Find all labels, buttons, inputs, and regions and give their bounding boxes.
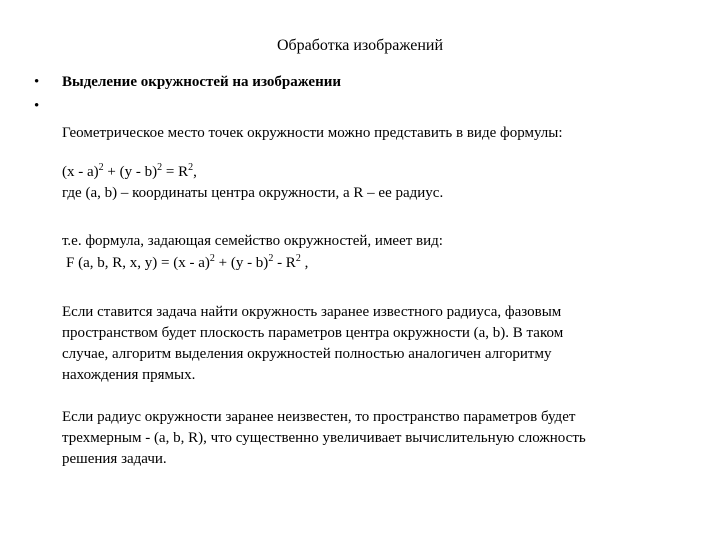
formula2-part3: - R [273, 255, 296, 271]
formula2-exp3: 2 [295, 253, 301, 264]
formula1-part1: (x - a) [62, 164, 99, 180]
formula2-part1: F (a, b, R, x, y) = (x - a) [66, 255, 210, 271]
bullet-marker-1: • [34, 74, 40, 90]
para2-line1: Если радиус окружности заранее неизвестен, то пространство параметров будет [62, 409, 576, 425]
para1-line4: нахождения прямых. [62, 367, 196, 383]
formula1-exp1: 2 [98, 162, 104, 173]
formula1-note: где (a, b) – координаты центра окружности, а R – ее радиус. [62, 185, 444, 201]
para1-line1: Если ставится задача найти окружность заранее известного радиуса, фазовым [62, 304, 562, 320]
intro-text: Геометрическое место точек окружности можно представить в виде формулы: [62, 125, 563, 141]
circle-formula [62, 162, 197, 182]
formula1-part4: , [193, 164, 197, 180]
formula1-exp3: 2 [188, 162, 194, 173]
para1-line3: случае, алгоритм выделения окружностей полностью аналогичен алгоритму [62, 346, 552, 362]
formula1-part3: = R [162, 164, 189, 180]
formula2-exp1: 2 [209, 253, 215, 264]
formula2-part2: + (y - b) [214, 255, 269, 271]
formula1-part2: + (y - b) [103, 164, 158, 180]
formula1-exp2: 2 [157, 162, 163, 173]
para2-line2: трехмерным - (a, b, R), что существенно увеличивает вычислительную сложность [62, 430, 586, 446]
para2-line3: решения задачи. [62, 451, 167, 467]
family-intro: т.е. формула, задающая семейство окружностей, имеет вид: [62, 233, 443, 249]
bullet-marker-2: • [34, 98, 40, 114]
formula2-exp2: 2 [268, 253, 274, 264]
formula2-part4: , [300, 255, 309, 271]
bullet-heading: Выделение окружностей на изображении [62, 74, 341, 90]
para1-line2: пространством будет плоскость параметров центра окружности (a, b). В таком [62, 325, 564, 341]
family-formula [66, 253, 308, 273]
slide-title: Обработка изображений [276, 37, 443, 54]
